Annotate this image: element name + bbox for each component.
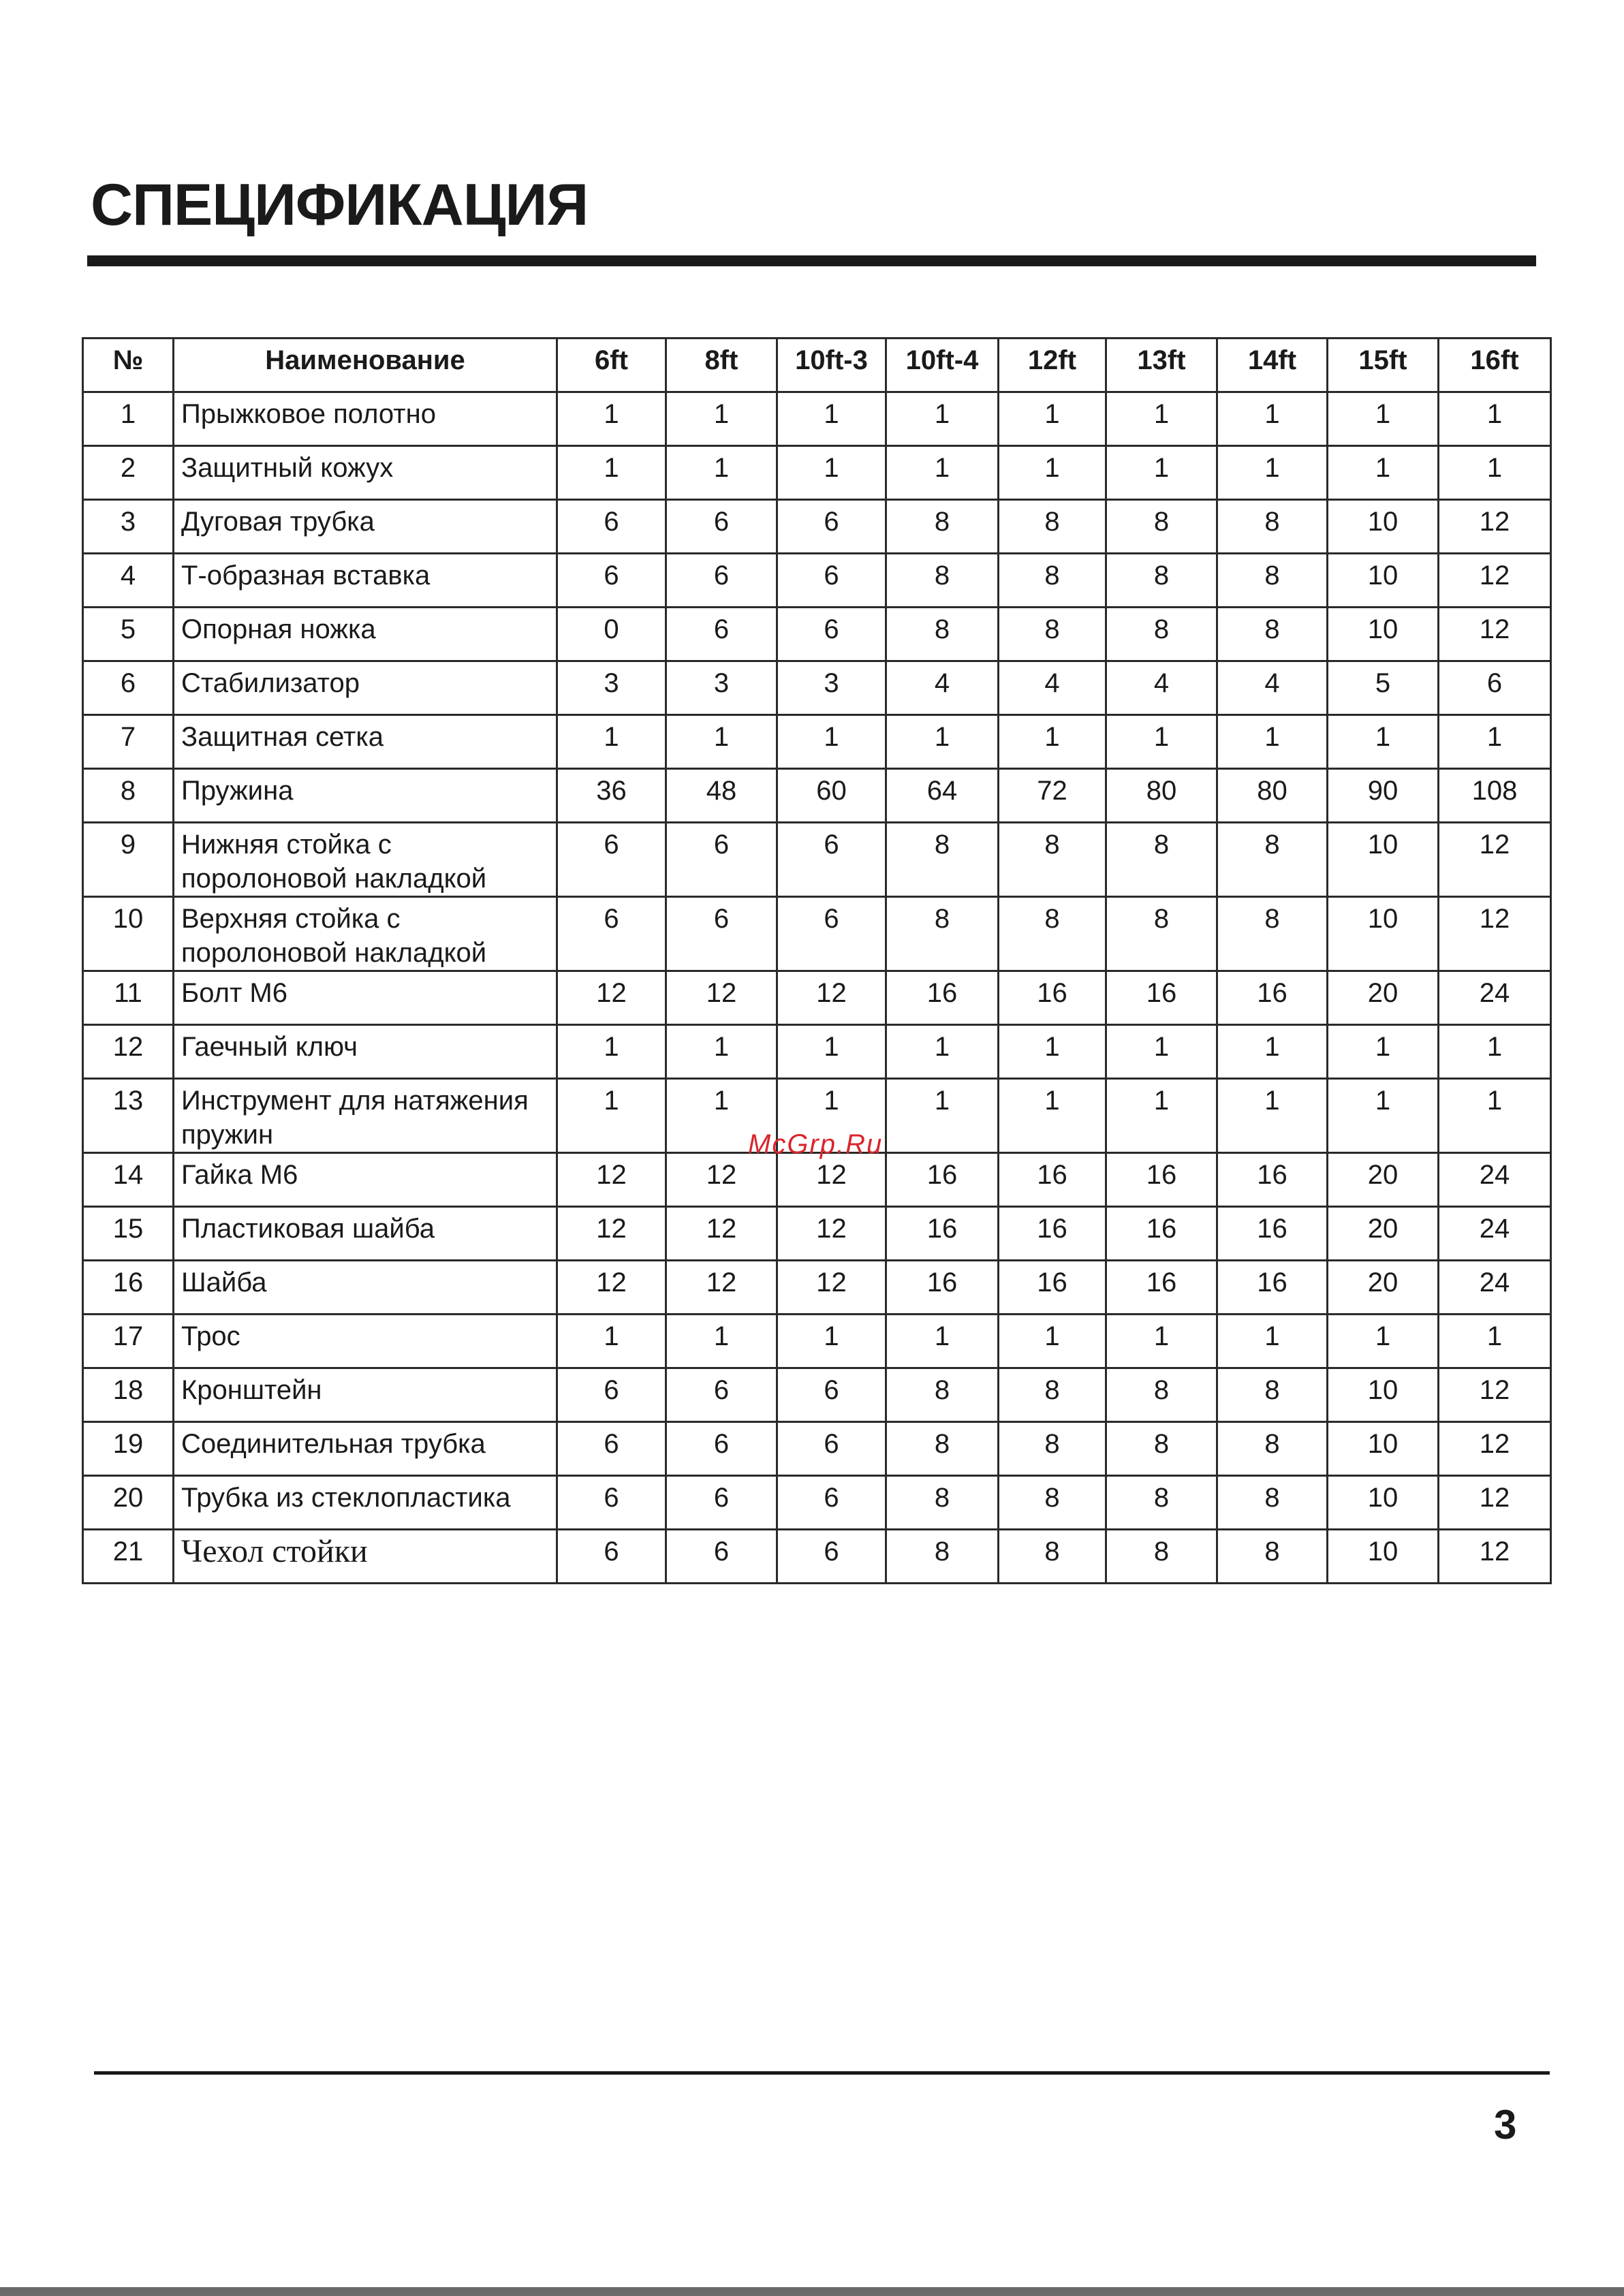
quantity-cell: 10	[1328, 1476, 1439, 1530]
quantity-cell: 8	[886, 1530, 999, 1584]
row-number: 15	[83, 1207, 174, 1261]
quantity-cell: 20	[1328, 1153, 1439, 1207]
page-bottom-edge	[0, 2287, 1624, 2296]
quantity-cell: 6	[777, 823, 886, 897]
part-name: Стабилизатор	[174, 661, 557, 715]
table-row	[83, 769, 1551, 823]
row-number: 4	[83, 554, 174, 608]
quantity-cell: 1	[557, 715, 666, 769]
quantity-cell: 12	[777, 1207, 886, 1261]
quantity-cell: 1	[1328, 446, 1439, 500]
table-row	[83, 1422, 1551, 1476]
quantity-cell: 4	[999, 661, 1106, 715]
table-row	[83, 661, 1551, 715]
table-row	[83, 897, 1551, 971]
column-header: №	[83, 339, 174, 392]
quantity-cell: 16	[1106, 971, 1217, 1025]
page-number: 3	[1494, 2102, 1517, 2148]
footer-divider	[94, 2071, 1550, 2075]
quantity-cell: 8	[999, 1476, 1106, 1530]
quantity-cell: 3	[777, 661, 886, 715]
quantity-cell: 5	[1328, 661, 1439, 715]
quantity-cell: 6	[666, 823, 777, 897]
quantity-cell: 8	[1217, 608, 1328, 661]
table-row	[83, 1025, 1551, 1079]
quantity-cell: 1	[999, 1079, 1106, 1153]
quantity-cell: 6	[666, 1476, 777, 1530]
quantity-cell: 10	[1328, 554, 1439, 608]
row-number: 6	[83, 661, 174, 715]
quantity-cell: 90	[1328, 769, 1439, 823]
quantity-cell: 4	[886, 661, 999, 715]
quantity-cell: 8	[999, 823, 1106, 897]
quantity-cell: 8	[886, 897, 999, 971]
quantity-cell: 1	[1328, 392, 1439, 446]
quantity-cell: 1	[1217, 715, 1328, 769]
quantity-cell: 4	[1106, 661, 1217, 715]
quantity-cell: 16	[1217, 971, 1328, 1025]
column-header: 8ft	[666, 339, 777, 392]
part-name: Болт М6	[174, 971, 557, 1025]
quantity-cell: 108	[1439, 769, 1551, 823]
quantity-cell: 1	[1106, 446, 1217, 500]
quantity-cell: 10	[1328, 1368, 1439, 1422]
quantity-cell: 24	[1439, 1207, 1551, 1261]
quantity-cell: 12	[557, 971, 666, 1025]
row-number: 13	[83, 1079, 174, 1153]
column-header: 14ft	[1217, 339, 1328, 392]
quantity-cell: 1	[666, 1315, 777, 1368]
quantity-cell: 8	[886, 554, 999, 608]
quantity-cell: 1	[1217, 1079, 1328, 1153]
quantity-cell: 8	[999, 608, 1106, 661]
quantity-cell: 12	[1439, 1476, 1551, 1530]
table-row	[83, 446, 1551, 500]
quantity-cell: 1	[666, 446, 777, 500]
row-number: 5	[83, 608, 174, 661]
quantity-cell: 8	[999, 1422, 1106, 1476]
quantity-cell: 8	[1106, 554, 1217, 608]
part-name: Дуговая трубка	[174, 500, 557, 554]
quantity-cell: 16	[1217, 1207, 1328, 1261]
table-row	[83, 1153, 1551, 1207]
column-header: 12ft	[999, 339, 1106, 392]
quantity-cell: 16	[1106, 1261, 1217, 1315]
table-header-row	[83, 339, 1551, 392]
quantity-cell: 1	[1217, 1315, 1328, 1368]
quantity-cell: 64	[886, 769, 999, 823]
quantity-cell: 6	[557, 500, 666, 554]
quantity-cell: 72	[999, 769, 1106, 823]
quantity-cell: 6	[666, 1530, 777, 1584]
quantity-cell: 1	[999, 392, 1106, 446]
quantity-cell: 12	[1439, 1422, 1551, 1476]
quantity-cell: 12	[777, 1261, 886, 1315]
quantity-cell: 1	[886, 1025, 999, 1079]
quantity-cell: 16	[1217, 1153, 1328, 1207]
part-name: Трубка из стеклопластика	[174, 1476, 557, 1530]
quantity-cell: 6	[666, 1422, 777, 1476]
row-number: 2	[83, 446, 174, 500]
quantity-cell: 10	[1328, 1422, 1439, 1476]
quantity-cell: 20	[1328, 971, 1439, 1025]
quantity-cell: 1	[1106, 1079, 1217, 1153]
quantity-cell: 8	[886, 1476, 999, 1530]
quantity-cell: 8	[1106, 1530, 1217, 1584]
quantity-cell: 1	[886, 446, 999, 500]
quantity-cell: 6	[777, 500, 886, 554]
quantity-cell: 1	[1439, 1079, 1551, 1153]
table-row	[83, 1530, 1551, 1584]
quantity-cell: 8	[999, 1530, 1106, 1584]
row-number: 19	[83, 1422, 174, 1476]
quantity-cell: 8	[1106, 897, 1217, 971]
quantity-cell: 10	[1328, 823, 1439, 897]
quantity-cell: 1	[886, 715, 999, 769]
quantity-cell: 1	[1439, 1025, 1551, 1079]
quantity-cell: 1	[1217, 446, 1328, 500]
quantity-cell: 16	[886, 971, 999, 1025]
table-row	[83, 715, 1551, 769]
part-name: Защитная сетка	[174, 715, 557, 769]
row-number: 7	[83, 715, 174, 769]
quantity-cell: 16	[886, 1207, 999, 1261]
quantity-cell: 8	[1217, 554, 1328, 608]
quantity-cell: 1	[557, 1079, 666, 1153]
quantity-cell: 1	[1106, 1025, 1217, 1079]
part-name: Гайка М6	[174, 1153, 557, 1207]
quantity-cell: 6	[1439, 661, 1551, 715]
quantity-cell: 12	[1439, 1368, 1551, 1422]
quantity-cell: 8	[1106, 1368, 1217, 1422]
quantity-cell: 1	[557, 392, 666, 446]
quantity-cell: 3	[666, 661, 777, 715]
quantity-cell: 6	[777, 897, 886, 971]
part-name: Т-образная вставка	[174, 554, 557, 608]
quantity-cell: 8	[999, 897, 1106, 971]
quantity-cell: 6	[777, 1368, 886, 1422]
part-name: Инструмент для натяжения пружин	[174, 1079, 557, 1153]
part-name: Верхняя стойка с поролоновой накладкой	[174, 897, 557, 971]
quantity-cell: 1	[1106, 715, 1217, 769]
table-row	[83, 1261, 1551, 1315]
quantity-cell: 16	[1106, 1207, 1217, 1261]
quantity-cell: 1	[1439, 1315, 1551, 1368]
quantity-cell: 8	[1217, 1530, 1328, 1584]
part-name: Шайба	[174, 1261, 557, 1315]
specification-table	[82, 337, 1552, 1584]
quantity-cell: 6	[557, 1476, 666, 1530]
quantity-cell: 16	[999, 1261, 1106, 1315]
column-header: 10ft-4	[886, 339, 999, 392]
quantity-cell: 1	[777, 1025, 886, 1079]
part-name: Прыжковое полотно	[174, 392, 557, 446]
quantity-cell: 20	[1328, 1261, 1439, 1315]
quantity-cell: 8	[1217, 1476, 1328, 1530]
table-row	[83, 1368, 1551, 1422]
quantity-cell: 10	[1328, 608, 1439, 661]
quantity-cell: 36	[557, 769, 666, 823]
quantity-cell: 6	[666, 897, 777, 971]
table-row	[83, 500, 1551, 554]
quantity-cell: 16	[1106, 1153, 1217, 1207]
title-divider	[87, 255, 1536, 266]
quantity-cell: 8	[1217, 1368, 1328, 1422]
quantity-cell: 6	[557, 823, 666, 897]
quantity-cell: 1	[1439, 392, 1551, 446]
quantity-cell: 6	[557, 1530, 666, 1584]
quantity-cell: 1	[777, 446, 886, 500]
column-header: 13ft	[1106, 339, 1217, 392]
quantity-cell: 6	[777, 608, 886, 661]
table-row	[83, 608, 1551, 661]
quantity-cell: 1	[1217, 392, 1328, 446]
table-row	[83, 1315, 1551, 1368]
quantity-cell: 1	[1328, 1025, 1439, 1079]
quantity-cell: 3	[557, 661, 666, 715]
quantity-cell: 1	[1106, 1315, 1217, 1368]
quantity-cell: 1	[999, 715, 1106, 769]
column-header: Наименование	[174, 339, 557, 392]
quantity-cell: 10	[1328, 1530, 1439, 1584]
quantity-cell: 1	[777, 392, 886, 446]
quantity-cell: 12	[557, 1261, 666, 1315]
quantity-cell: 8	[1106, 500, 1217, 554]
quantity-cell: 12	[557, 1207, 666, 1261]
part-name: Гаечный ключ	[174, 1025, 557, 1079]
quantity-cell: 12	[1439, 608, 1551, 661]
quantity-cell: 1	[1217, 1025, 1328, 1079]
quantity-cell: 8	[1106, 608, 1217, 661]
quantity-cell: 6	[777, 1476, 886, 1530]
quantity-cell: 24	[1439, 1261, 1551, 1315]
column-header: 15ft	[1328, 339, 1439, 392]
quantity-cell: 1	[777, 1079, 886, 1153]
quantity-cell: 24	[1439, 1153, 1551, 1207]
quantity-cell: 8	[1217, 823, 1328, 897]
quantity-cell: 1	[777, 715, 886, 769]
quantity-cell: 1	[999, 446, 1106, 500]
quantity-cell: 12	[666, 1261, 777, 1315]
quantity-cell: 1	[1439, 715, 1551, 769]
row-number: 9	[83, 823, 174, 897]
quantity-cell: 6	[557, 1422, 666, 1476]
part-name: Трос	[174, 1315, 557, 1368]
quantity-cell: 8	[1106, 823, 1217, 897]
quantity-cell: 16	[999, 1207, 1106, 1261]
table-row	[83, 823, 1551, 897]
row-number: 17	[83, 1315, 174, 1368]
quantity-cell: 6	[666, 554, 777, 608]
quantity-cell: 12	[666, 1207, 777, 1261]
row-number: 21	[83, 1530, 174, 1584]
quantity-cell: 16	[999, 971, 1106, 1025]
quantity-cell: 12	[1439, 823, 1551, 897]
quantity-cell: 8	[1217, 897, 1328, 971]
quantity-cell: 8	[1106, 1422, 1217, 1476]
quantity-cell: 8	[999, 554, 1106, 608]
quantity-cell: 6	[557, 1368, 666, 1422]
quantity-cell: 1	[557, 446, 666, 500]
part-name: Чехол стойки	[174, 1530, 557, 1584]
row-number: 10	[83, 897, 174, 971]
quantity-cell: 16	[886, 1153, 999, 1207]
table-body	[83, 392, 1551, 1584]
row-number: 1	[83, 392, 174, 446]
quantity-cell: 8	[886, 500, 999, 554]
part-name: Пластиковая шайба	[174, 1207, 557, 1261]
quantity-cell: 60	[777, 769, 886, 823]
quantity-cell: 12	[1439, 897, 1551, 971]
quantity-cell: 8	[1217, 500, 1328, 554]
row-number: 3	[83, 500, 174, 554]
part-name: Соединительная трубка	[174, 1422, 557, 1476]
row-number: 16	[83, 1261, 174, 1315]
quantity-cell: 12	[666, 971, 777, 1025]
quantity-cell: 80	[1106, 769, 1217, 823]
table-row	[83, 1476, 1551, 1530]
quantity-cell: 12	[1439, 1530, 1551, 1584]
quantity-cell: 16	[999, 1153, 1106, 1207]
quantity-cell: 8	[1106, 1476, 1217, 1530]
quantity-cell: 16	[886, 1261, 999, 1315]
page-title: СПЕЦИФИКАЦИЯ	[91, 172, 589, 238]
part-name: Кронштейн	[174, 1368, 557, 1422]
quantity-cell: 0	[557, 608, 666, 661]
quantity-cell: 8	[999, 500, 1106, 554]
quantity-cell: 1	[1439, 446, 1551, 500]
table-row	[83, 1207, 1551, 1261]
part-name: Нижняя стойка с поролоновой накладкой	[174, 823, 557, 897]
part-name: Пружина	[174, 769, 557, 823]
quantity-cell: 12	[557, 1153, 666, 1207]
quantity-cell: 16	[1217, 1261, 1328, 1315]
quantity-cell: 24	[1439, 971, 1551, 1025]
quantity-cell: 6	[557, 554, 666, 608]
quantity-cell: 8	[999, 1368, 1106, 1422]
quantity-cell: 1	[557, 1025, 666, 1079]
quantity-cell: 1	[666, 1025, 777, 1079]
quantity-cell: 6	[557, 897, 666, 971]
quantity-cell: 6	[777, 1530, 886, 1584]
row-number: 18	[83, 1368, 174, 1422]
row-number: 14	[83, 1153, 174, 1207]
quantity-cell: 1	[557, 1315, 666, 1368]
quantity-cell: 6	[666, 500, 777, 554]
quantity-cell: 1	[1328, 1079, 1439, 1153]
quantity-cell: 8	[1217, 1422, 1328, 1476]
quantity-cell: 6	[777, 1422, 886, 1476]
quantity-cell: 6	[666, 608, 777, 661]
quantity-cell: 20	[1328, 1207, 1439, 1261]
quantity-cell: 1	[1106, 392, 1217, 446]
quantity-cell: 1	[1328, 715, 1439, 769]
quantity-cell: 1	[777, 1315, 886, 1368]
quantity-cell: 1	[1328, 1315, 1439, 1368]
table-row	[83, 392, 1551, 446]
quantity-cell: 1	[666, 1079, 777, 1153]
column-header: 16ft	[1439, 339, 1551, 392]
column-header: 6ft	[557, 339, 666, 392]
row-number: 11	[83, 971, 174, 1025]
quantity-cell: 6	[777, 554, 886, 608]
row-number: 8	[83, 769, 174, 823]
quantity-cell: 12	[777, 1153, 886, 1207]
quantity-cell: 1	[999, 1025, 1106, 1079]
quantity-cell: 8	[886, 823, 999, 897]
part-name: Опорная ножка	[174, 608, 557, 661]
quantity-cell: 10	[1328, 897, 1439, 971]
row-number: 12	[83, 1025, 174, 1079]
quantity-cell: 1	[886, 392, 999, 446]
table-row	[83, 971, 1551, 1025]
quantity-cell: 1	[886, 1315, 999, 1368]
row-number: 20	[83, 1476, 174, 1530]
part-name: Защитный кожух	[174, 446, 557, 500]
quantity-cell: 1	[886, 1079, 999, 1153]
quantity-cell: 48	[666, 769, 777, 823]
quantity-cell: 8	[886, 608, 999, 661]
quantity-cell: 12	[666, 1153, 777, 1207]
quantity-cell: 6	[666, 1368, 777, 1422]
quantity-cell: 1	[666, 392, 777, 446]
quantity-cell: 12	[1439, 500, 1551, 554]
watermark: McGrp.Ru	[748, 1129, 884, 1159]
quantity-cell: 1	[666, 715, 777, 769]
quantity-cell: 4	[1217, 661, 1328, 715]
table-row	[83, 554, 1551, 608]
quantity-cell: 12	[1439, 554, 1551, 608]
column-header: 10ft-3	[777, 339, 886, 392]
quantity-cell: 10	[1328, 500, 1439, 554]
quantity-cell: 1	[999, 1315, 1106, 1368]
quantity-cell: 8	[886, 1422, 999, 1476]
quantity-cell: 80	[1217, 769, 1328, 823]
quantity-cell: 12	[777, 971, 886, 1025]
quantity-cell: 8	[886, 1368, 999, 1422]
